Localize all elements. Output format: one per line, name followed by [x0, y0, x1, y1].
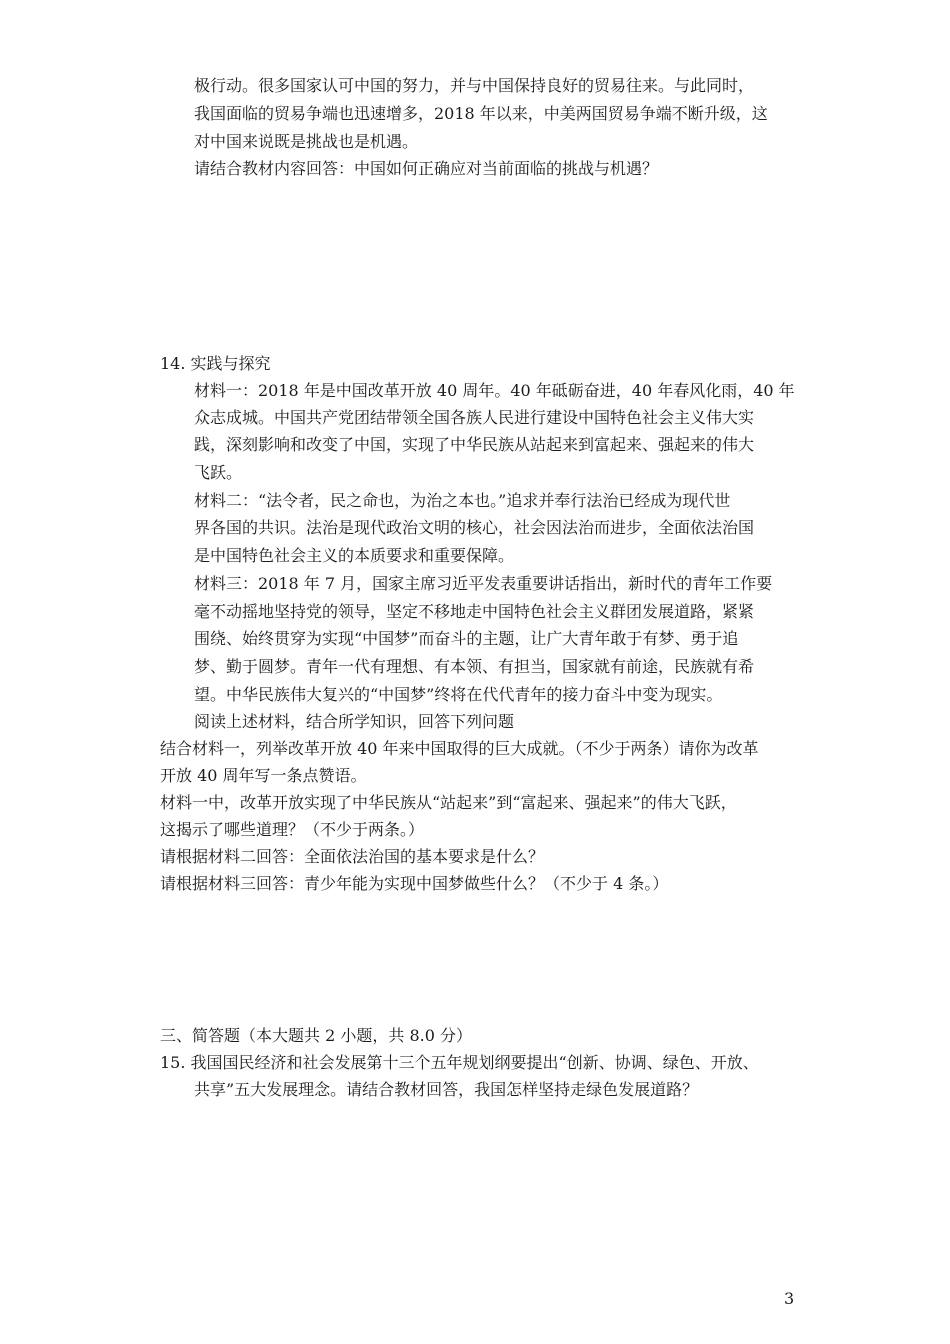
question-14-header: 14. 实践与探究 [160, 354, 271, 373]
instruction: 阅读上述材料，结合所学知识，回答下列问题 [194, 712, 515, 731]
paragraph-line: 我国面临的贸易争端也迅速增多，2018 年以来，中美两国贸易争端不断升级，这 [194, 104, 768, 123]
paragraph-line: 极行动。很多国家认可中国的努力，并与中国保持良好的贸易往来。与此同时， [194, 76, 755, 95]
material-line: 材料三：2018 年 7 月，国家主席习近平发表重要讲话指出，新时代的青年工作要 [194, 574, 773, 593]
sub-question-line: 请根据材料二回答：全面依法治国的基本要求是什么？ [160, 847, 545, 866]
paragraph-line: 对中国来说既是挑战也是机遇。 [194, 132, 419, 151]
section-header: 三、简答题（本大题共 2 小题，共 8.0 分） [160, 1026, 472, 1045]
material-line: 望。中华民族伟大复兴的“中国梦”终将在代代青年的接力奋斗中变为现实。 [194, 685, 723, 704]
material-line: 众志成城。中国共产党团结带领全国各族人民进行建设中国特色社会主义伟大实 [194, 408, 755, 427]
sub-question-line: 请根据材料三回答：青少年能为实现中国梦做些什么？（不少于 4 条。） [160, 874, 669, 893]
sub-question-line: 材料一中，改革开放实现了中华民族从“站起来”到“富起来、强起来”的伟大飞跃， [160, 793, 737, 812]
question-prompt: 请结合教材内容回答：中国如何正确应对当前面临的挑战与机遇？ [194, 159, 659, 178]
sub-question-line: 结合材料一，列举改革开放 40 年来中国取得的巨大成就。（不少于两条）请你为改革 [160, 739, 759, 758]
question-15-line: 共享”五大发展理念。请结合教材回答，我国怎样坚持走绿色发展道路？ [194, 1080, 699, 1099]
page-number: 3 [784, 1289, 795, 1308]
material-line: 材料二：“法令者，民之命也，为治之本也。”追求并奉行法治已经成为现代世 [194, 491, 731, 510]
material-line: 是中国特色社会主义的本质要求和重要保障。 [194, 546, 515, 565]
material-line: 践，深刻影响和改变了中国，实现了中华民族从站起来到富起来、强起来的伟大 [194, 435, 755, 454]
material-line: 界各国的共识。法治是现代政治文明的核心，社会因法治而进步，全面依法治国 [194, 518, 755, 537]
sub-question-line: 开放 40 周年写一条点赞语。 [160, 766, 367, 785]
question-15-line: 15. 我国国民经济和社会发展第十三个五年规划纲要提出“创新、协调、绿色、开放、 [160, 1053, 759, 1072]
material-line: 材料一：2018 年是中国改革开放 40 周年。40 年砥砺奋进，40 年春风化雨，40 年 [194, 381, 795, 400]
material-line: 围绕、始终贯穿为实现“中国梦”而奋斗的主题，让广大青年敢于有梦、勇于追 [194, 629, 739, 648]
sub-question-line: 这揭示了哪些道理？（不少于两条。） [160, 820, 425, 839]
material-line: 梦、勤于圆梦。青年一代有理想、有本领、有担当，国家就有前途，民族就有希 [194, 657, 755, 676]
material-line: 飞跃。 [194, 463, 243, 482]
material-line: 毫不动摇地坚持党的领导，坚定不移地走中国特色社会主义群团发展道路，紧紧 [194, 602, 755, 621]
